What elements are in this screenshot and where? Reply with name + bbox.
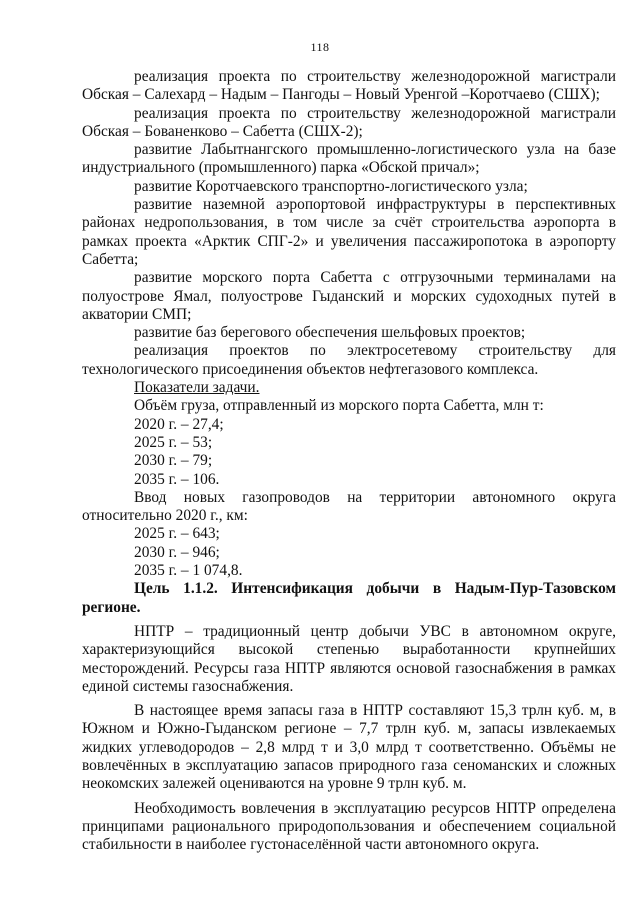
pipelines-label: Ввод новых газопроводов на территории автономного округа относительно 2020 г., км: — [82, 488, 616, 525]
pipelines-item: 2035 г. – 1 074,8. — [134, 562, 243, 580]
page-content — [82, 68, 616, 854]
list-item: реализация проекта по строительству железнодорожной магистрали Обская – Бованенково – Сабетта (СШХ-2); — [82, 104, 616, 140]
list-item: развитие Лабытнангского промышленно-логистического узла на базе индустриального (промышленного) парка «Обской причал»; — [82, 141, 616, 177]
list-item: развитие Коротчаевского транспортно-логистического узла; — [134, 177, 528, 195]
pipelines-item: 2025 г. – 643; — [134, 525, 220, 543]
pipelines-item: 2030 г. – 946; — [134, 543, 220, 561]
list-item: развитие баз берегового обеспечения шельфовых проектов; — [134, 324, 526, 342]
list-item: реализация проектов по электросетевому строительству для технологического присоединения объектов нефтегазового комплекса. — [82, 342, 616, 378]
cargo-item: 2025 г. – 53; — [134, 433, 213, 451]
body-paragraph: Необходимость вовлечения в эксплуатацию ресурсов НПТР определена принципами рационального природопользования и обеспечением социальной стабильности в наиболее густонаселённой части автономного округа. — [82, 799, 616, 854]
cargo-item: 2030 г. – 79; — [134, 452, 213, 470]
list-item: развитие наземной аэропортовой инфраструктуры в перспективных районах недропользования, в том числе за счёт строительства аэропорта в рамках проекта «Арктик СПГ-2» и увеличения пассажиропотока в аэропорту Сабетта; — [82, 196, 616, 268]
indicators-heading — [82, 379, 616, 397]
cargo-item: 2020 г. – 27,4; — [134, 415, 224, 433]
goal-heading: Цель 1.1.2. Интенсификация добычи в Надым-Пур-Тазовском регионе. — [82, 580, 616, 616]
indicators-heading-text: Показатели задачи. — [134, 379, 260, 397]
list-item: развитие морского порта Сабетта с отгрузочными терминалами на полуострове Ямал, полуострове Гыданский и морских судоходных путей в акватории СМП; — [82, 269, 616, 323]
cargo-label: Объём груза, отправленный из морского порта Сабетта, млн т: — [134, 397, 544, 415]
page-number: 118 — [310, 40, 330, 54]
cargo-item: 2035 г. – 106. — [134, 470, 220, 488]
body-paragraph: В настоящее время запасы газа в НПТР составляют 15,3 трлн куб. м, в Южном и Южно-Гыданском регионе – 7,7 трлн куб. м, запасы извлекаемых жидких углеводородов – 2,8 млрд т и 3,0 млрд т соответственно. Объёмы не вовлечённых в эксплуатацию запасов природного газа сеноманских и сложных неокомских залежей оцениваются на уровне 9 трлн куб. м. — [82, 702, 616, 793]
list-item: реализация проекта по строительству железнодорожной магистрали Обская – Салехард – Надым – Пангоды – Новый Уренгой –Коротчаево (СШХ); — [82, 68, 616, 104]
body-paragraph: НПТР – традиционный центр добычи УВС в автономном округе, характеризующийся высокой степенью выработанности крупнейших месторождений. Ресурсы газа НПТР являются основой газоснабжения в рамках единой системы газоснабжения. — [82, 622, 616, 695]
